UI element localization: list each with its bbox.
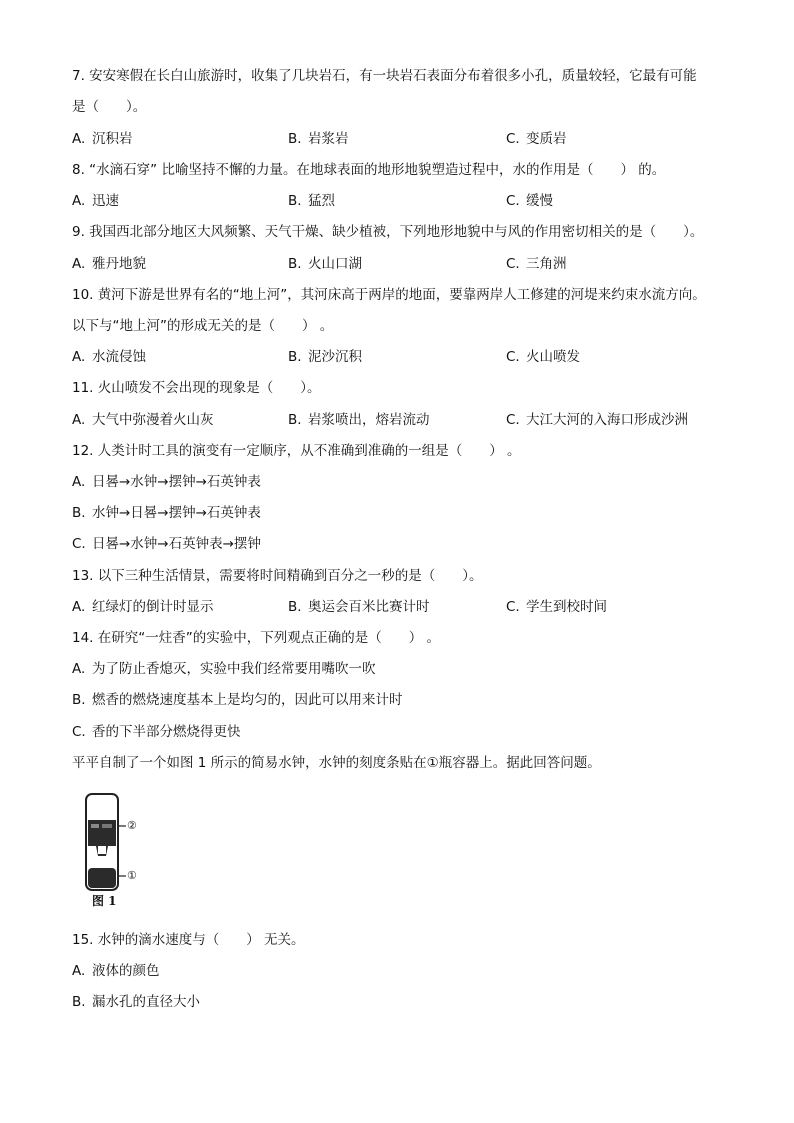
q10-options bbox=[72, 348, 732, 366]
q11-option-b: B. 岩浆喷出，熔岩流动 bbox=[288, 412, 430, 428]
q13-options bbox=[72, 598, 732, 616]
q9-option-c: C. 三角洲 bbox=[506, 256, 567, 272]
q7-option-c: C. 变质岩 bbox=[506, 131, 567, 147]
q8-stem: 8. “水滴石穿” 比喻坚持不懈的力量。在地球表面的地形地貌塑造过程中，水的作用是（ ） 的。 bbox=[72, 162, 666, 178]
q13-option-a: A. 红绿灯的倒计时显示 bbox=[72, 599, 214, 615]
q10-option-a: A. 水流侵蚀 bbox=[72, 349, 146, 365]
upper-liquid-highlight-2 bbox=[102, 824, 112, 828]
q14-stem: 14. 在研究“一炷香”的实验中，下列观点正确的是（ ） 。 bbox=[72, 630, 441, 646]
q8-options bbox=[72, 192, 732, 210]
figure-label-1: ① bbox=[127, 869, 137, 882]
q8-option-c: C. 缓慢 bbox=[506, 193, 553, 209]
q12-option-b: B. 水钟→日晷→摆钟→石英钟表 bbox=[72, 505, 261, 521]
q7-stem-line2: 是（ ）。 bbox=[72, 99, 147, 115]
q9-option-b: B. 火山口湖 bbox=[288, 256, 362, 272]
lower-container-liquid bbox=[88, 868, 116, 888]
upper-liquid-highlight bbox=[91, 824, 99, 828]
q15-stem: 15. 水钟的滴水速度与（ ） 无关。 bbox=[72, 932, 305, 948]
q13-option-b: B. 奥运会百米比赛计时 bbox=[288, 599, 430, 615]
upper-container-liquid bbox=[88, 820, 116, 838]
q12-stem: 12. 人类计时工具的演变有一定顺序，从不准确到准确的一组是（ ） 。 bbox=[72, 443, 521, 459]
neck-gap bbox=[98, 846, 106, 854]
figure-label-2: ② bbox=[127, 819, 137, 832]
q13-stem: 13. 以下三种生活情景，需要将时间精确到百分之一秒的是（ ）。 bbox=[72, 568, 483, 584]
water-clock-illustration bbox=[84, 790, 154, 894]
water-clock-intro: 平平自制了一个如图 1 所示的简易水钟，水钟的刻度条贴在①瓶容器上。据此回答问题。 bbox=[72, 755, 601, 771]
water-clock-figure bbox=[84, 790, 154, 915]
q7-stem-line1: 7. 安安寒假在长白山旅游时，收集了几块岩石，有一块岩石表面分布着很多小孔，质量较轻，它最有可能 bbox=[72, 68, 697, 84]
q10-stem-line1: 10. 黄河下游是世界有名的“地上河”，其河床高于两岸的地面，要靠两岸人工修建的河堤来约束水流方向。 bbox=[72, 287, 706, 303]
q13-option-c: C. 学生到校时间 bbox=[506, 599, 607, 615]
q15-option-b: B. 漏水孔的直径大小 bbox=[72, 994, 200, 1010]
q14-option-c: C. 香的下半部分燃烧得更快 bbox=[72, 724, 241, 740]
q9-option-a: A. 雅丹地貌 bbox=[72, 256, 146, 272]
q12-option-c: C. 日晷→水钟→石英钟表→摆钟 bbox=[72, 536, 261, 552]
q9-stem: 9. 我国西北部分地区大风频繁、天气干燥、缺少植被，下列地形地貌中与风的作用密切相关的是（ ）。 bbox=[72, 224, 704, 240]
q8-option-a: A. 迅速 bbox=[72, 193, 119, 209]
q9-options bbox=[72, 255, 732, 273]
q10-option-b: B. 泥沙沉积 bbox=[288, 349, 362, 365]
figure-caption: 图 1 bbox=[92, 894, 117, 908]
q7-option-a: A. 沉积岩 bbox=[72, 131, 133, 147]
q12-option-a: A. 日晷→水钟→摆钟→石英钟表 bbox=[72, 474, 261, 490]
q11-stem: 11. 火山喷发不会出现的现象是（ ）。 bbox=[72, 380, 321, 396]
q11-options bbox=[72, 411, 732, 429]
q7-options bbox=[72, 130, 732, 148]
q14-option-a: A. 为了防止香熄灭，实验中我们经常要用嘴吹一吹 bbox=[72, 661, 376, 677]
q15-option-a: A. 液体的颜色 bbox=[72, 963, 160, 979]
q11-option-a: A. 大气中弥漫着火山灰 bbox=[72, 412, 214, 428]
q10-stem-line2: 以下与“地上河”的形成无关的是（ ） 。 bbox=[72, 318, 334, 334]
q10-option-c: C. 火山喷发 bbox=[506, 349, 580, 365]
q11-option-c: C. 大江大河的入海口形成沙洲 bbox=[506, 412, 688, 428]
q8-option-b: B. 猛烈 bbox=[288, 193, 335, 209]
q7-option-b: B. 岩浆岩 bbox=[288, 131, 349, 147]
q14-option-b: B. 燃香的燃烧速度基本上是均匀的，因此可以用来计时 bbox=[72, 692, 403, 708]
